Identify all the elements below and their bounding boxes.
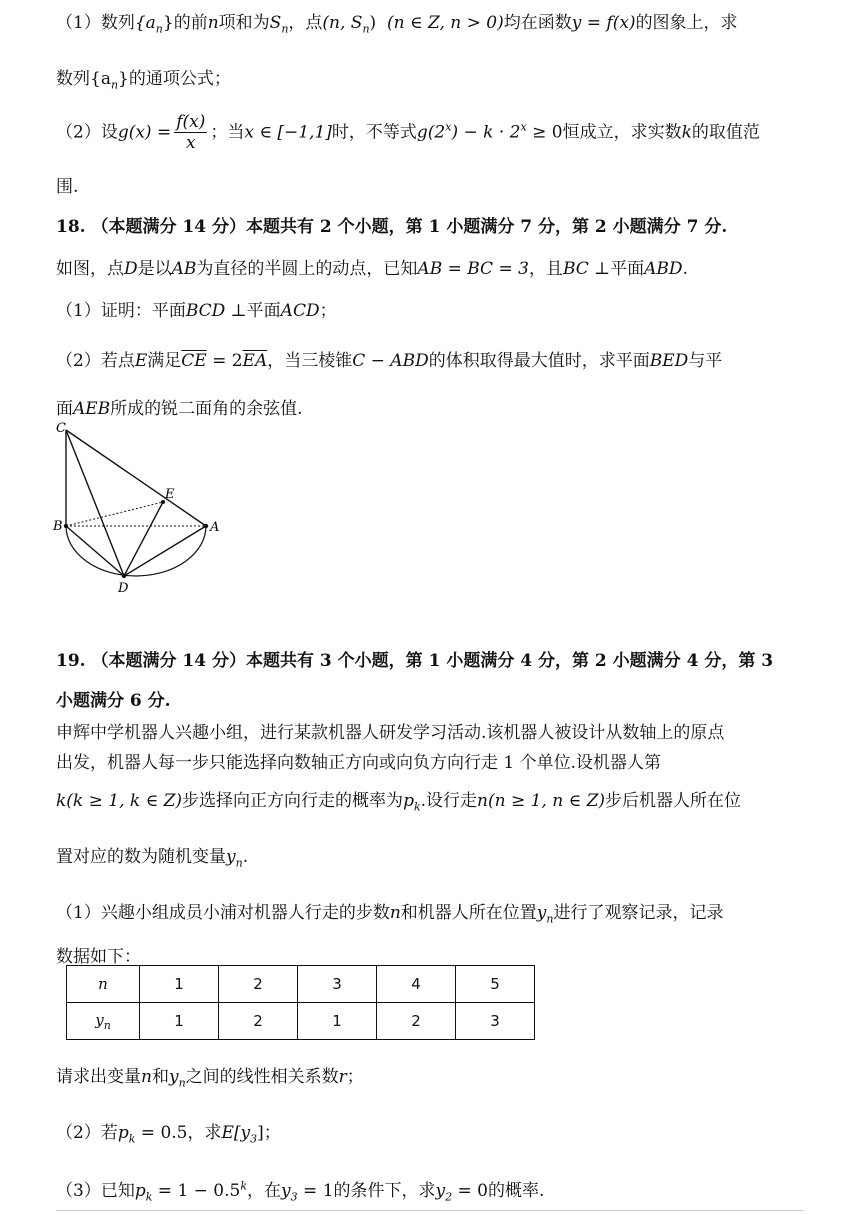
- q17-part2-line2: 围.: [56, 177, 79, 197]
- table-cell: 2: [377, 1003, 456, 1040]
- table-header-cell: n: [67, 966, 140, 1003]
- q18-part1: （1）证明：平面BCD ⊥平面ACD；: [56, 301, 337, 321]
- segment-CA: [66, 430, 206, 526]
- q19-intro-line1: 申辉中学机器人兴趣小组，进行某款机器人研发学习活动.该机器人被设计从数轴上的原点: [56, 723, 725, 743]
- bottom-divider: [56, 1210, 804, 1211]
- q18-intro: 如图，点D是以AB为直径的半圆上的动点，已知AB = BC = 3，且BC ⊥平面ABD.: [56, 259, 688, 279]
- table-cell: 3: [456, 1003, 535, 1040]
- table-cell: 1: [140, 1003, 219, 1040]
- q18-part2-line1: （2）若点E满足$\overline{CE} = 2\overline{EA}$，当三棱锥C − ABD的体积取得最大值时，求平面BED与平: [56, 351, 723, 371]
- segment-BE: [66, 502, 163, 526]
- table-header-cell: $y_n$: [67, 1003, 140, 1040]
- q19-part2: （2）若$p_k = 0.5$，求$E[y_3]$；: [56, 1123, 281, 1146]
- point-A: [204, 524, 208, 528]
- q19-part1-ask: 请求出变量n和$y_n$之间的线性相关系数r；: [56, 1067, 364, 1090]
- table-cell: 1: [140, 966, 219, 1003]
- q19-part1-line2: 数据如下：: [56, 947, 141, 967]
- q19-header-line2: 小题满分 6 分.: [56, 691, 171, 711]
- table-cell: 2: [219, 966, 298, 1003]
- q19-intro-line3: k(k ≥ 1, k ∈ Z)步选择向正方向行走的概率为$p_k$.设行走n(n ≥ 1, n ∈ Z)步后机器人所在位: [56, 791, 742, 814]
- segment-AD: [124, 526, 206, 576]
- table-row: [67, 966, 535, 1003]
- q19-intro-line4: 置对应的数为随机变量$y_n$.: [56, 847, 249, 870]
- q19-part1-line1: （1）兴趣小组成员小浦对机器人行走的步数n和机器人所在位置$y_n$进行了观察记录，记录: [56, 903, 724, 926]
- label-D: D: [118, 581, 129, 596]
- q19-part3: （3）已知$p_k = 1 - 0.5^k$，在$y_3 = 1$的条件下，求$y_2 = 0$的概率.: [56, 1179, 545, 1204]
- q19-intro-line2: 出发，机器人每一步只能选择向数轴正方向或向负方向行走 1 个单位.设机器人第: [56, 753, 662, 773]
- table-cell: 1: [298, 1003, 377, 1040]
- segment-CD: [66, 430, 124, 576]
- point-D: [122, 574, 126, 578]
- label-C: C: [56, 421, 66, 436]
- q17-part2-line1: （2）设g(x) = $\frac{f(x)}{x}$ ；当x ∈ [−1,1]时，不等式$g(2^x) - k \cdot 2^x \ge 0$恒成立，求实数k的取值范: [56, 112, 760, 154]
- q18-part2-line2: 面AEB所成的锐二面角的余弦值.: [56, 399, 303, 419]
- observation-table: [66, 965, 535, 1040]
- label-A: A: [210, 520, 220, 535]
- geometry-figure: [48, 420, 228, 598]
- table-cell: 2: [219, 1003, 298, 1040]
- point-B: [64, 524, 68, 528]
- fraction-f-over-x: $\frac{f(x)}{x}$: [176, 112, 206, 154]
- q17-part1-line1: （1）数列$\{a_n\}$的前n项和为$S_n$，点(n, $S_n$) (n ∈ Z, n > 0)均在函数y = f(x)的图象上，求: [56, 13, 738, 36]
- table-cell: 5: [456, 966, 535, 1003]
- label-E: E: [165, 487, 175, 502]
- table-cell: 4: [377, 966, 456, 1003]
- label-B: B: [53, 519, 63, 534]
- q18-header: 18. （本题满分 14 分）本题共有 2 个小题，第 1 小题满分 7 分，第 2 小题满分 7 分.: [56, 217, 728, 237]
- q19-header-line1: 19. （本题满分 14 分）本题共有 3 个小题，第 1 小题满分 4 分，第 2 小题满分 4 分，第 3: [56, 651, 774, 671]
- table-row: [67, 1003, 535, 1040]
- q17-part1-line2: 数列$\{a_n\}$的通项公式；: [56, 69, 231, 92]
- table-cell: 3: [298, 966, 377, 1003]
